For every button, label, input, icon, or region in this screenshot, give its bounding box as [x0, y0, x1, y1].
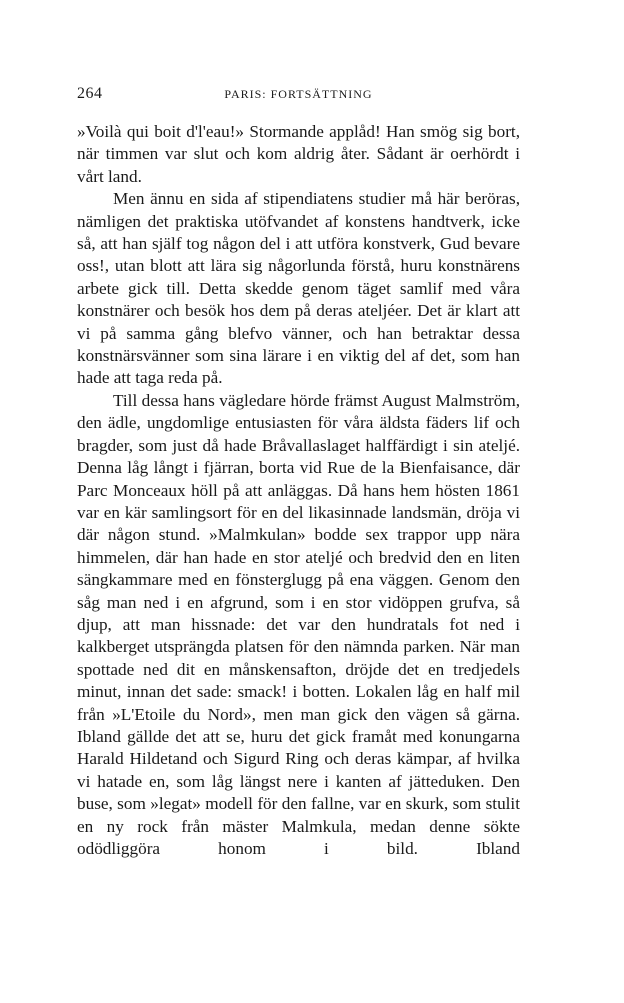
running-title: PARIS: FORTSÄTTNING — [224, 87, 373, 101]
paragraph: Men ännu en sida af stipendiatens studier må här beröras, nämligen det praktiska utöfvandet af konstens handtverk, icke så, att han själf tog någon del i att utföra konstverk, Gud bevare oss!, utan blott att lära sig någorlunda förstå, huru konstnärens arbete gick till. Detta skedde genom täget samlif med våra konstnärer och besök hos dem på deras ateljéer. Det är klart att vi på samma gång blefvo vänner, och han betraktar dessa konstnärsvänner som sina lärare i en viktig del af det, som han hade att taga reda på. — [77, 189, 520, 388]
page-number: 264 — [77, 85, 103, 102]
paragraph: Till dessa hans vägledare hörde främst August Malmström, den ädle, ungdomlige entusiasten för våra äldsta fäders lif och bragder, som just då hade Bråvallaslaget halffärdigt i sin ateljé. Denna låg långt i fjärran, borta vid Rue de la Bienfaisance, där Parc Monceaux höll på att anläggas. Då hans hem hösten 1861 var en kär samlingsort för en del likasinnade landsmän, dröja vi där någon stund. »Malmkulan» bodde sex trappor upp nära himmelen, där han hade en stor ateljé och bredvid den en liten sängkammare med en fönsterglugg på ena väggen. Genom den såg man ned i en afgrund, som i en stor vidöppen grufva, så djup, att man hissnade: det var den hundratals fot ned i kalkberget utsprängda platsen för den nämnda parken. När man spottade ned dit en månskensafton, dröjde det en tredjedels minut, innan det sade: smack! i botten. Lokalen låg en half mil från »L'Etoile du Nord», men man gick den vägen så gärna. Ibland gällde det att se, huru det gick framåt med konungarna Harald Hildetand och Sigurd Ring och deras kämpar, af hvilka vi hatade en, som låg längst nere i kanten af jätteduken. Den buse, som »legat» modell för den fallne, var en skurk, som stulit en ny rock från mäster Malmkula, medan denne sökte odödliggöra honom i bild. Ibland — [77, 390, 520, 858]
body-text — [77, 121, 520, 860]
paragraph: »Voilà qui boit d'l'eau!» Stormande applåd! Han smög sig bort, när timmen var slut och kom aldrig åter. Sådant är oerhördt i vårt land. — [77, 122, 520, 186]
book-page — [77, 85, 520, 860]
page-header — [77, 85, 520, 107]
